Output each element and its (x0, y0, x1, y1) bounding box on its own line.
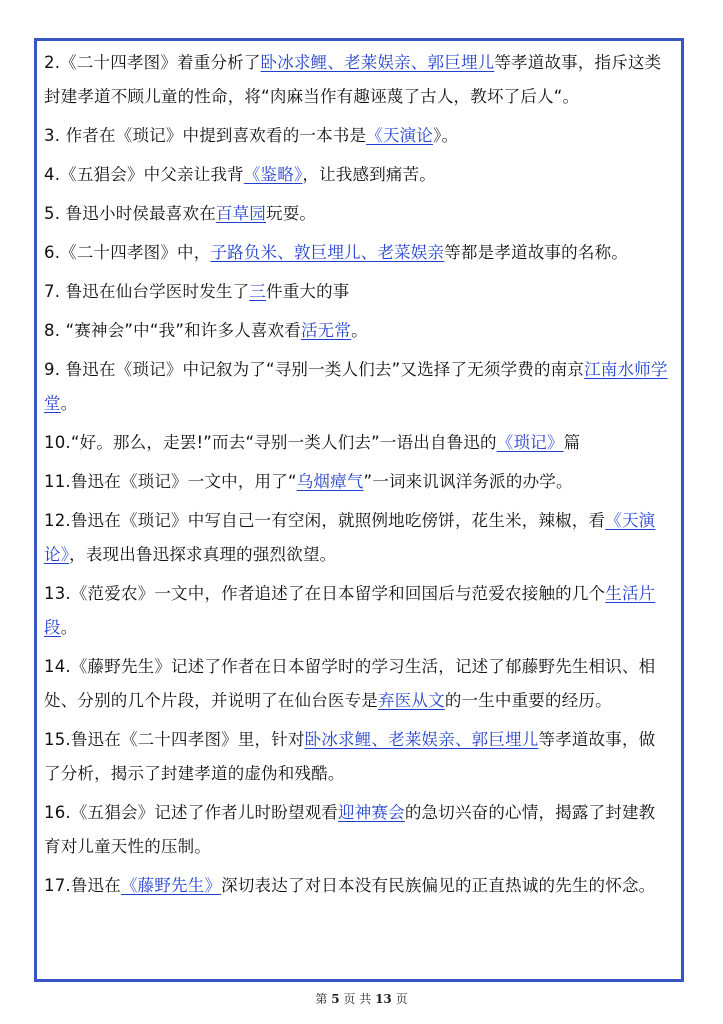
answer-text: 《藤野先生》 (120, 876, 222, 895)
question-item-17: 17.鲁迅在《藤野先生》深切表达了对日本没有民族偏见的正直热诚的先生的怀念。 (44, 876, 656, 895)
question-item-13: 13.《范爱农》一文中，作者追述了在日本留学和回国后与范爱农接触的几个生活片段。 (44, 584, 656, 637)
answer-text: 乌烟瘴气 (296, 472, 364, 491)
question-item-9: 9. 鲁迅在《琐记》中记叙为了“寻别一类人们去”又选择了无须学费的南京江南水师学堂。 (44, 360, 668, 413)
question-item-3: 3. 作者在《琐记》中提到喜欢看的一本书是《天演论》。 (44, 126, 459, 145)
question-item-6: 6.《二十四孝图》中，子路负米、敦巨埋儿、老菜娱亲等都是孝道故事的名称。 (44, 243, 628, 262)
total-page-number: 13 (375, 992, 392, 1006)
answer-text: 迎神赛会 (338, 803, 405, 822)
page-footer: 第 5 页 共 13 页 (315, 992, 408, 1006)
question-item-8: 8. “赛神会”中“我”和许多人喜欢看活无常。 (44, 321, 368, 340)
question-item-14: 14.《藤野先生》记述了作者在日本留学时的学习生活，记述了郁藤野先生相识、相处、分别的几个片段，并说明了在仙台医专是弃医从文的一生中重要的经历。 (44, 657, 656, 710)
question-item-10: 10.“好。那么，走罢!”而去“寻别一类人们去”一语出自鲁迅的《琐记》篇 (44, 433, 581, 452)
answer-text: 《鉴略》 (243, 165, 303, 184)
question-item-11: 11.鲁迅在《琐记》一文中，用了“乌烟瘴气”一词来讥讽洋务派的办学。 (44, 472, 573, 491)
question-item-5: 5. 鲁迅小时侯最喜欢在百草园玩耍。 (44, 204, 317, 223)
question-item-12: 12.鲁迅在《琐记》中写自己一有空闲，就照例地吃傍饼，花生米，辣椒，看《天演论》，表现出鲁迅探求真理的强烈欲望。 (44, 511, 656, 564)
answer-text: 《琐记》 (496, 433, 564, 452)
answer-text: 生活片段 (44, 584, 656, 637)
answer-text: 三 (249, 282, 266, 301)
current-page-number: 5 (331, 992, 340, 1006)
answer-text: 江南水师学堂 (44, 360, 668, 413)
answer-text: 《天演论》 (44, 511, 656, 564)
question-item-2: 2.《二十四孝图》着重分析了卧冰求鲤、老莱娱亲、郭巨埋儿等孝道故事，指斥这类封建孝道不顾儿童的性命，将“肉麻当作有趣诬蔑了古人，教坏了后人“。 (44, 53, 662, 106)
answer-text: 百草园 (215, 204, 266, 223)
question-list (44, 46, 672, 903)
answer-text: 弃医从文 (378, 691, 445, 710)
answer-text: 活无常 (300, 321, 352, 340)
question-item-7: 7. 鲁迅在仙台学医时发生了三件重大的事 (44, 282, 350, 301)
answer-text: 子路负米、敦巨埋儿、老菜娱亲 (210, 243, 445, 262)
question-item-15: 15.鲁迅在《二十四孝图》里，针对卧冰求鲤、老莱娱亲、郭巨埋儿等孝道故事，做了分析，揭示了封建孝道的虚伪和残酷。 (44, 730, 656, 783)
question-item-16: 16.《五猖会》记述了作者儿时盼望观看迎神赛会的急切兴奋的心情，揭露了封建教育对儿童天性的压制。 (44, 803, 656, 856)
answer-text: 卧冰求鲤、老莱娱亲、郭巨埋儿 (304, 730, 539, 749)
answer-text: 《天演论 (366, 126, 433, 145)
answer-text: 卧冰求鲤、老莱娱亲、郭巨埋儿 (260, 53, 495, 72)
question-item-4: 4.《五猖会》中父亲让我背《鉴略》，让我感到痛苦。 (44, 165, 437, 184)
